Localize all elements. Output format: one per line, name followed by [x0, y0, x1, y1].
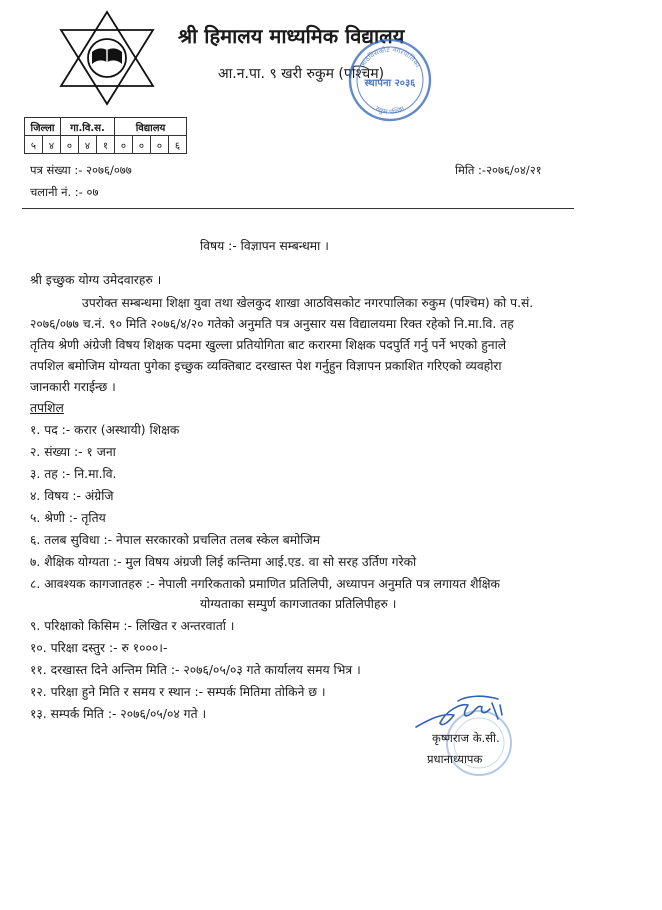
letter-number: पत्र संख्या :- २०७६/०७७ — [30, 163, 132, 177]
subject-line: विषय :- विज्ञापन सम्बन्धमा । — [200, 239, 329, 253]
detail-item-continuation: योग्यताका सम्पुर्ण कागजातका प्रतिलिपीहरु । — [200, 597, 397, 611]
school-address: आ.न.पा. ९ खरी रुकुम (पश्चिम) — [218, 66, 385, 82]
code-digit: ० — [61, 136, 79, 154]
paragraph-line: तृतिय श्रेणी अंग्रेजी विषय शिक्षक पदमा खुल्ला प्रतियोगिता बाट करारमा शिक्षक पदपुर्ति गर्नु पर्ने भएको हुनाले — [30, 338, 507, 352]
code-digit: ० — [151, 136, 169, 154]
detail-item: २. संख्या :- १ जना — [30, 445, 116, 459]
salutation: श्री इच्छुक योग्य उमेदवारहरु । — [30, 273, 162, 287]
district-header: जिल्ला — [25, 118, 61, 136]
paragraph-line: २०७६/०७७ च.नं. ९० मिति २०७६/४/२० गतेको अनुमति पत्र अनुसार यस विद्यालयमा रिक्त रहेको नि.मा.वि. तह — [30, 317, 514, 331]
svg-text:आठविसकोट नगरपालिका — [358, 45, 421, 69]
detail-item: १३. सम्पर्क मिति :- २०७६/०५/०४ गते । — [30, 707, 207, 721]
signatory-title: प्रधानाध्यापक — [427, 752, 483, 766]
signatory-name: कृष्णराज के.सी. — [432, 731, 500, 745]
school-name: श्री हिमालय माध्यमिक विद्यालय — [178, 24, 405, 48]
code-table-digit-row — [25, 136, 187, 154]
stamp-bottom-text: रुकुम पश्चिम — [374, 104, 406, 117]
code-table-header-row — [25, 118, 187, 136]
letter-date: मिति :-२०७६/०४/२१ — [455, 163, 542, 177]
code-digit: ५ — [25, 136, 43, 154]
detail-item: ७. शैक्षिक योग्यता :- मुल विषय अंग्रजी लिई कन्तिमा आई.एड. वा सो सरह उर्तिण गरेको — [30, 555, 417, 569]
paragraph-line: जानकारी गराईन्छ । — [30, 380, 116, 394]
detail-item: ४. विषय :- अंग्रेजि — [30, 489, 114, 503]
code-digit: ० — [115, 136, 133, 154]
code-digit: ४ — [43, 136, 61, 154]
vdc-header: गा.वि.स. — [61, 118, 115, 136]
stamp-top-text: आठविसकोट नगरपालिका — [358, 45, 422, 69]
header-divider — [22, 208, 574, 209]
detail-item: ३. तह :- नि.मा.वि. — [30, 467, 117, 481]
round-office-stamp-icon — [346, 36, 434, 124]
paragraph-line: उपरोक्त सम्बन्धमा शिक्षा युवा तथा खेलकुद शाखा आठविसकोट नगरपालिका रुकुम (पश्चिम) को प.सं. — [82, 296, 534, 310]
code-digit: ६ — [169, 136, 187, 154]
detail-item: १२. परिक्षा हुने मिति र समय र स्थान :- सम्पर्क मितिमा तोकिने छ । — [30, 685, 326, 699]
school-code-table — [24, 117, 187, 154]
paragraph-line: तपशिल बमोजिम योग्यता पुगेका इच्छुक व्यक्तिबाट दरखास्त पेश गर्नुहुन विज्ञापन प्रकाशित गरिएको व्यवहोरा — [30, 359, 502, 373]
details-heading: तपशिल — [30, 401, 64, 415]
code-digit: १ — [97, 136, 115, 154]
code-digit: ० — [133, 136, 151, 154]
detail-item: १. पद :- करार (अस्थायी) शिक्षक — [30, 423, 180, 437]
detail-item: ५. श्रेणी :- तृतिय — [30, 511, 106, 525]
svg-text:रुकुम पश्चिम — [374, 105, 405, 117]
detail-item: ११. दरखास्त दिने अन्तिम मिति :- २०७६/०५/०३ गते कार्यालय समय भित्र । — [30, 663, 361, 677]
code-digit: ४ — [79, 136, 97, 154]
detail-item: ८. आवश्यक कागजातहरु :- नेपाली नगरिकताको प्रमाणित प्रतिलिपी, अध्यापन अनुमति पत्र लगायत शैक्षिक — [30, 577, 500, 591]
detail-item: १०. परिक्षा दस्तुर :- रु १०००।- — [30, 641, 168, 655]
detail-item: ९. परिक्षाको किसिम :- लिखित र अन्तरवार्ता । — [30, 619, 235, 633]
school-header: विद्यालय — [115, 118, 187, 136]
stamp-center-text: स्थापना २०३६ — [364, 78, 416, 89]
detail-item: ६. तलब सुविधा :- नेपाल सरकारको प्रचलित तलब स्केल बमोजिम — [30, 533, 320, 547]
book-star-emblem-icon — [55, 8, 160, 108]
dispatch-number: चलानी नं. :- ०७ — [30, 185, 99, 199]
body-paragraph — [30, 293, 580, 398]
